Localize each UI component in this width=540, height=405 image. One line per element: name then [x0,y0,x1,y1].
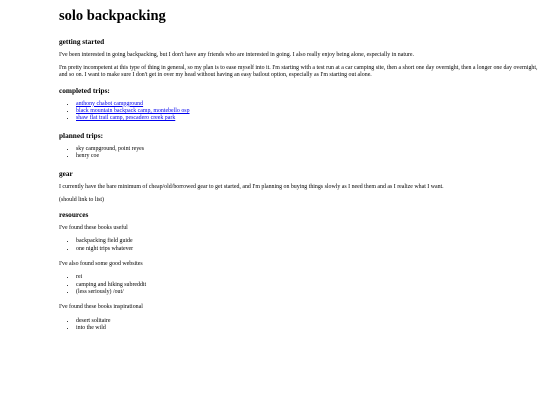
list-item: • rei [76,274,539,281]
books-useful-list [59,238,539,253]
list-item: • into the wild [76,325,539,332]
section-resources [59,210,539,332]
paragraph-gear-note: (should link to list) [59,196,104,203]
paragraph-intro: I've been interested in going backpacking, but I don't have any friends who are interested in going. I also really enjoy being alone, especially in nature. [59,52,414,58]
heading-gear: gear [59,168,73,178]
page-content [59,0,539,333]
list-item: • desert solitaire [76,318,539,325]
paragraph-books-inspirational: I've found these books inspirational [59,304,143,311]
list-item: • sky campground, point reyes [76,146,539,153]
completed-trips-list [59,101,539,123]
list-item [76,115,539,122]
list-item: • henry coe [76,153,539,160]
list-item [76,101,539,108]
section-planned-trips [59,131,539,161]
books-inspirational-list [59,318,539,333]
section-completed-trips [59,86,539,123]
heading-planned-trips: planned trips: [59,130,103,140]
websites-list [59,274,539,296]
page-title: solo backpacking [59,8,166,24]
link-shaw-flat[interactable]: shaw flat trail camp, pescadero creek park [76,115,176,122]
heading-resources: resources [59,210,89,220]
list-item: • (less seriously) /out/ [76,289,539,296]
paragraph-gear: I currently have the bare minimum of cheap/old/borrowed gear to get started, and I'm planning on buying things slowly as I need them and as I realize what I want. [59,183,444,190]
list-item: • camping and hiking subreddit [76,282,539,289]
heading-completed-trips: completed trips: [59,85,110,95]
link-anthony-chabot[interactable]: anthony chabot campground [76,100,144,107]
planned-trips-list [59,146,539,161]
link-black-mountain[interactable]: black mountain backpack camp, montebello osp [76,108,190,115]
list-item: • one night trips whatever [76,246,539,253]
paragraph-websites: I've also found some good websites [59,261,143,268]
list-item: • backpacking field guide [76,238,539,245]
section-getting-started [59,37,539,80]
paragraph-books-useful: I've found these books useful [59,225,128,232]
section-gear [59,169,539,204]
heading-getting-started: getting started [59,37,105,46]
paragraph-plan: I'm pretty incompetent at this type of thing in general, so my plan is to ease myself into it. I'm starting with a test run at a car camping site, then a short one day overnight, then a longer one day overnight, and so on. I want to make sure I don't get in over my head without having an easy bailout option, especially as I'm starting out alone. [59,65,538,79]
